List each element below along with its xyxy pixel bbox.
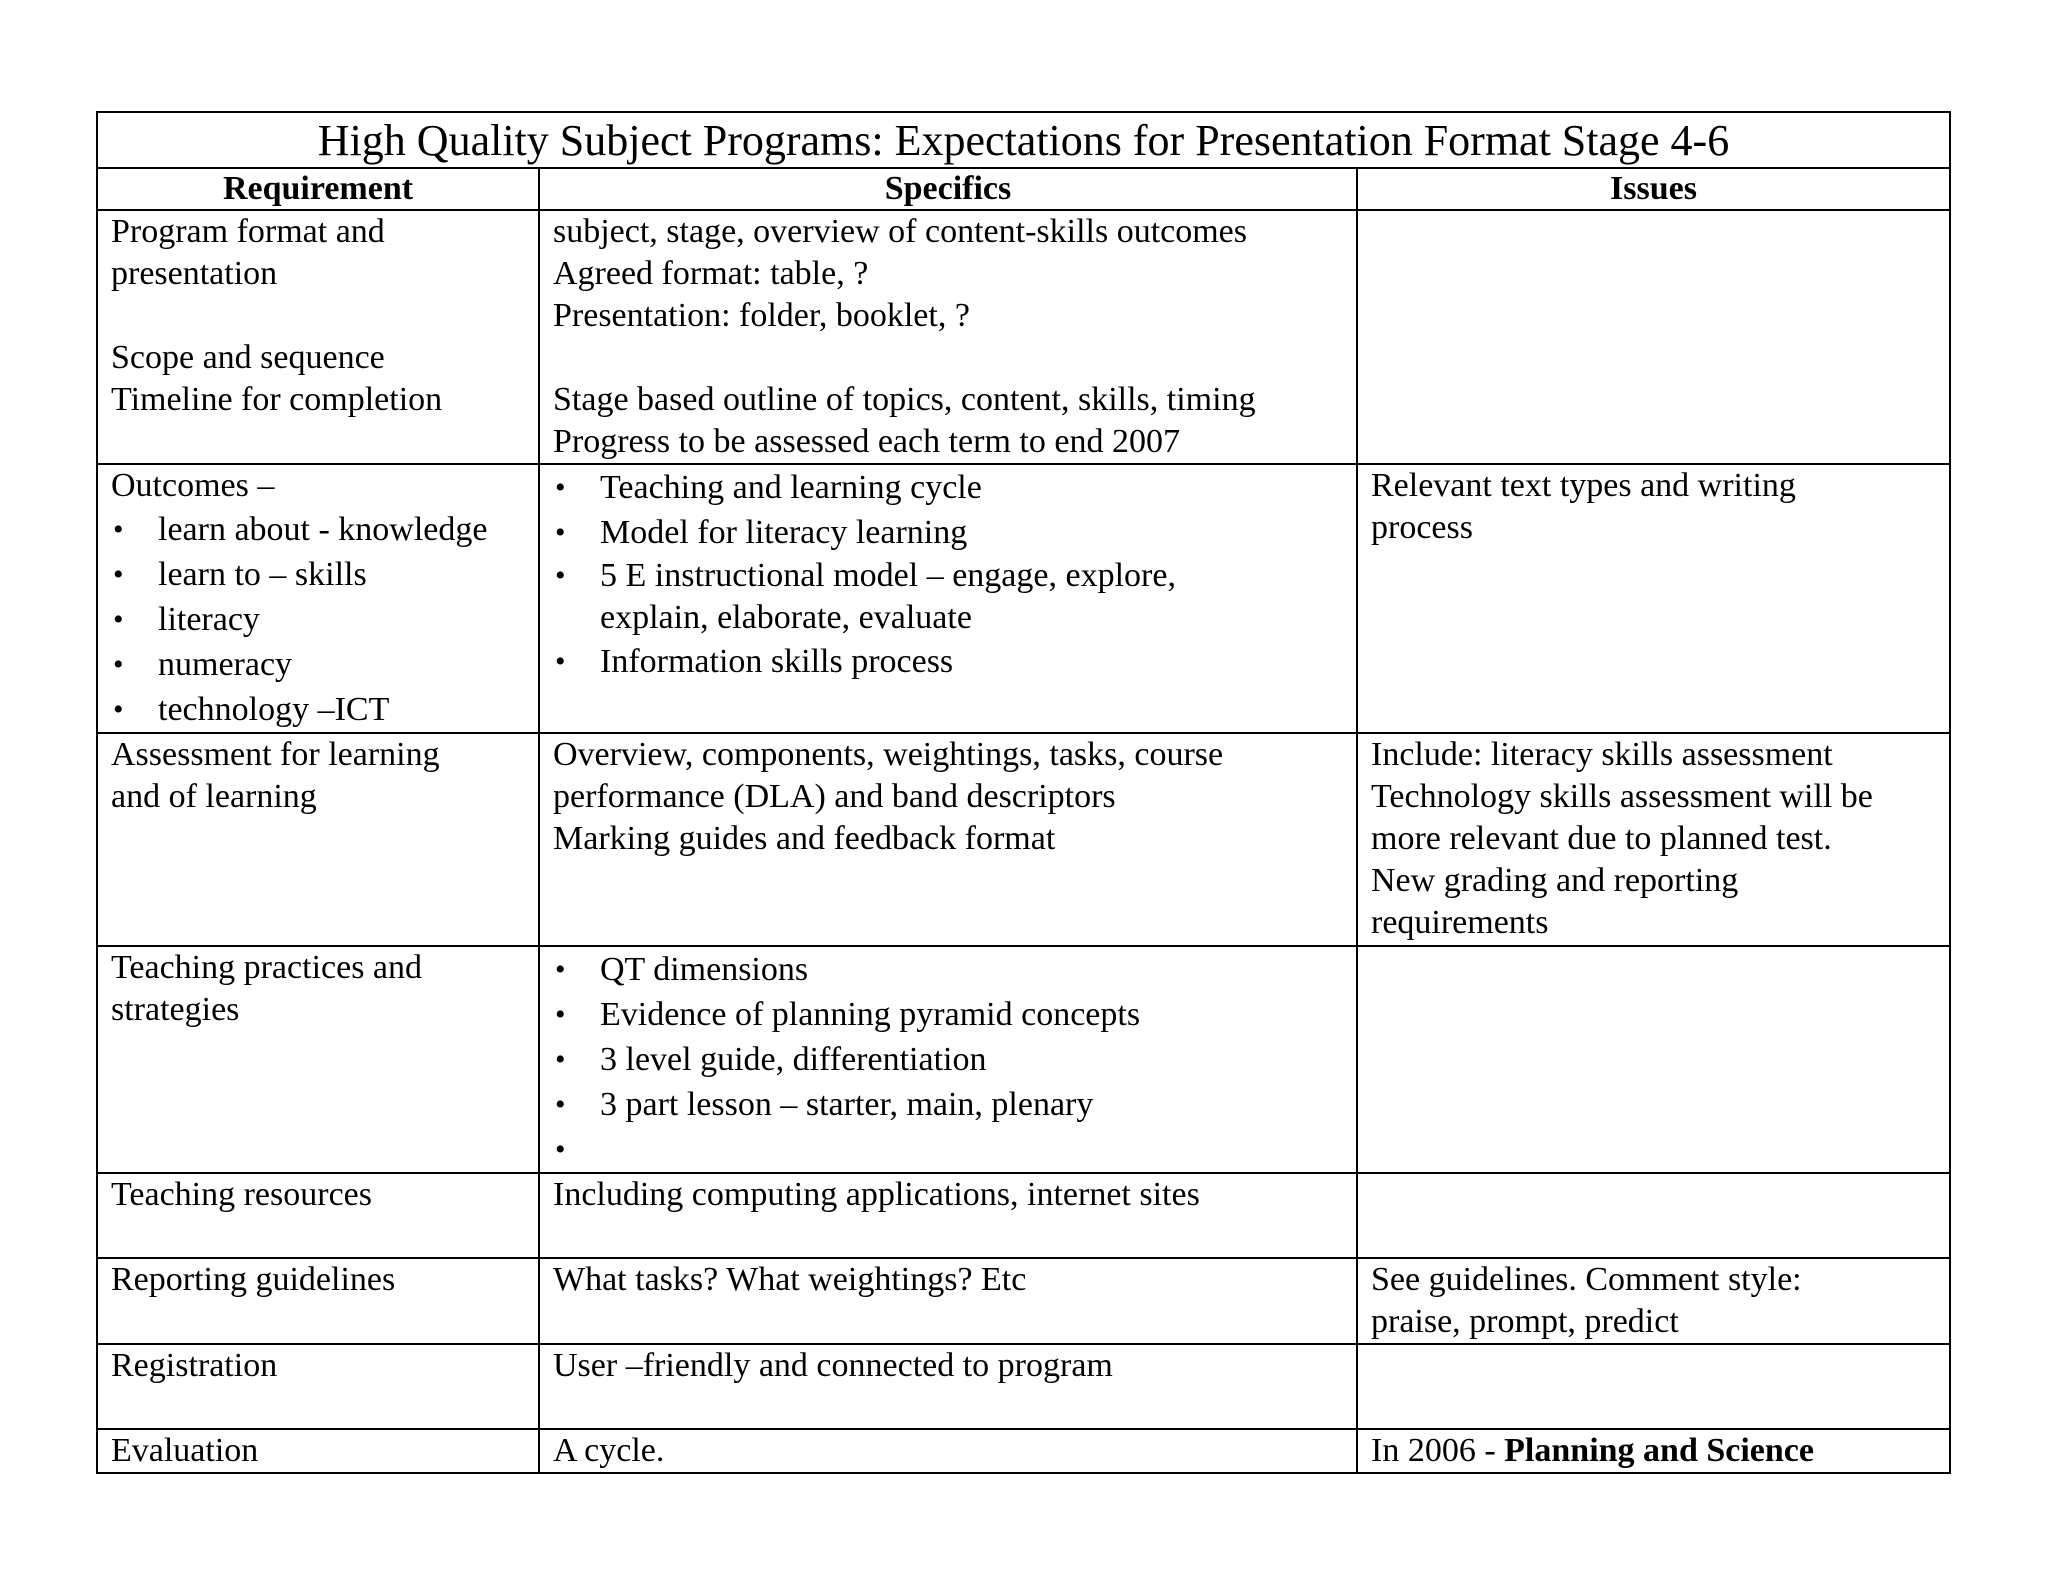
- specifics-list: [553, 947, 1343, 1172]
- cell-line: Marking guides and feedback format: [553, 820, 1056, 857]
- header-specifics: Specifics: [539, 168, 1357, 210]
- header-issues: Issues: [1357, 168, 1950, 210]
- item-line: • 5 E instructional model – engage, explore,: [600, 557, 1176, 594]
- cell-line: and of learning: [111, 778, 317, 815]
- specifics-cell: User –friendly and connected to program: [539, 1344, 1357, 1429]
- list-item: [553, 465, 1343, 510]
- cell-line: Timeline for completion: [111, 381, 443, 418]
- cell-line: more relevant due to planned test.: [1371, 820, 1832, 857]
- document-title: High Quality Subject Programs: Expectations for Presentation Format Stage 4-6: [97, 112, 1950, 168]
- specifics-cell: [539, 210, 1357, 464]
- list-item: • QT dimensions: [553, 947, 1343, 992]
- header-requirement: Requirement: [97, 168, 539, 210]
- specifics-cell: What tasks? What weightings? Etc: [539, 1258, 1357, 1344]
- title-row: [97, 112, 1950, 168]
- cell-line: Scope and sequence: [111, 339, 385, 376]
- list-item: • 3 level guide, differentiation: [553, 1037, 1343, 1082]
- requirement-cell: Registration: [97, 1344, 539, 1429]
- issues-prefix: In 2006 -: [1371, 1432, 1505, 1469]
- cell-line: Program format and: [111, 213, 385, 250]
- list-item: [553, 639, 1343, 684]
- cell-line: Overview, components, weightings, tasks, course: [553, 736, 1224, 773]
- requirement-cell: Evaluation: [97, 1429, 539, 1473]
- issues-cell: [1357, 210, 1950, 464]
- list-item: • learn about - knowledge: [111, 507, 525, 552]
- list-item: [553, 1127, 1343, 1172]
- issues-cell: [1357, 1173, 1950, 1258]
- issues-cell: [1357, 464, 1950, 733]
- table-row: [97, 1258, 1950, 1344]
- requirement-cell: Teaching resources: [97, 1173, 539, 1258]
- item-line: explain, elaborate, evaluate: [600, 599, 972, 636]
- cell-line: Outcomes –: [111, 467, 275, 504]
- issues-cell: [1357, 946, 1950, 1173]
- cell-line: Assessment for learning: [111, 736, 440, 773]
- cell-line: Presentation: folder, booklet, ?: [553, 297, 970, 334]
- table-row: [97, 1344, 1950, 1429]
- cell-line: presentation: [111, 255, 278, 292]
- specifics-cell: [539, 464, 1357, 733]
- cell-line: Relevant text types and writing: [1371, 467, 1796, 504]
- list-item: • technology –ICT: [111, 687, 525, 732]
- specifics-cell: [539, 733, 1357, 946]
- cell-line: strategies: [111, 991, 240, 1028]
- cell-line: Agreed format: table, ?: [553, 255, 869, 292]
- requirements-table: [96, 111, 1951, 1474]
- list-item: • Evidence of planning pyramid concepts: [553, 992, 1343, 1037]
- cell-line: Stage based outline of topics, content, skills, timing: [553, 381, 1256, 418]
- requirement-cell: [97, 733, 539, 946]
- cell-line: Include: literacy skills assessment: [1371, 736, 1833, 773]
- specifics-list: [553, 465, 1343, 684]
- cell-line: See guidelines. Comment style:: [1371, 1261, 1802, 1298]
- requirement-cell: Reporting guidelines: [97, 1258, 539, 1344]
- list-item: • learn to – skills: [111, 552, 525, 597]
- outcomes-list: [111, 507, 525, 732]
- specifics-cell: Including computing applications, internet sites: [539, 1173, 1357, 1258]
- cell-line: Teaching practices and: [111, 949, 423, 986]
- table-row: [97, 1429, 1950, 1473]
- issues-cell: [1357, 1344, 1950, 1429]
- issues-bold: Planning and Science: [1504, 1432, 1814, 1469]
- specifics-cell: [539, 946, 1357, 1173]
- item-line: • Information skills process: [600, 643, 954, 680]
- item-line: • Model for literacy learning: [600, 514, 968, 551]
- specifics-cell: A cycle.: [539, 1429, 1357, 1473]
- cell-line: praise, prompt, predict: [1371, 1303, 1679, 1340]
- table-row: [97, 210, 1950, 464]
- cell-line: requirements: [1371, 904, 1549, 941]
- item-line: • Teaching and learning cycle: [600, 469, 982, 506]
- table-row: [97, 733, 1950, 946]
- table-row: [97, 1173, 1950, 1258]
- list-item: • 3 part lesson – starter, main, plenary: [553, 1082, 1343, 1127]
- cell-line: New grading and reporting: [1371, 862, 1739, 899]
- cell-line: performance (DLA) and band descriptors: [553, 778, 1116, 815]
- requirement-cell: [97, 946, 539, 1173]
- issues-cell: [1357, 1429, 1950, 1473]
- header-row: [97, 168, 1950, 210]
- cell-line: Progress to be assessed each term to end 2007: [553, 423, 1180, 460]
- list-item: • literacy: [111, 597, 525, 642]
- issues-cell: [1357, 1258, 1950, 1344]
- cell-line: subject, stage, overview of content-skills outcomes: [553, 213, 1247, 250]
- list-item: [553, 555, 1343, 639]
- cell-line: Technology skills assessment will be: [1371, 778, 1873, 815]
- cell-line: process: [1371, 509, 1473, 546]
- list-item: • numeracy: [111, 642, 525, 687]
- requirement-cell: [97, 210, 539, 464]
- requirement-cell: [97, 464, 539, 733]
- table-row: [97, 946, 1950, 1173]
- issues-cell: [1357, 733, 1950, 946]
- list-item: [553, 510, 1343, 555]
- table-row: [97, 464, 1950, 733]
